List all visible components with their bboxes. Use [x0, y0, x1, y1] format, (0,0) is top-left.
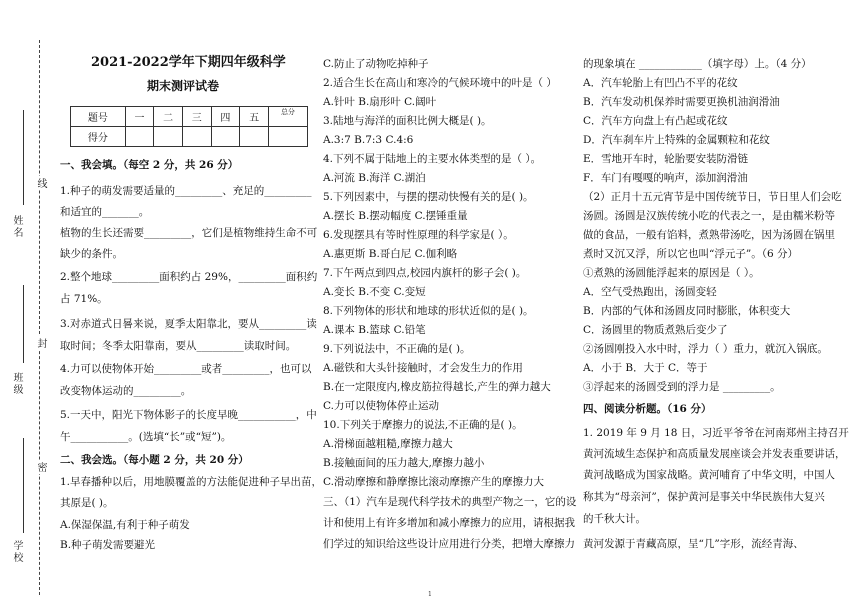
option-line: B.在一定限度内,橡皮筋拉得越长,产生的弹力越大: [323, 381, 551, 393]
school-blank-line[interactable]: [23, 438, 24, 533]
option-line: D．汽车刹车片上特殊的金属颗粒和花纹: [583, 134, 770, 146]
name-label: 姓名: [11, 215, 22, 239]
option-line: B．汽车发动机保养时需要更换机油润滑油: [583, 96, 780, 108]
question-line: 午___________。(选填“长”或“短”)。: [60, 431, 232, 443]
score-cell: 四: [211, 107, 240, 127]
question-line: ②汤圆刚投入水中时，浮力（ ）重力，就沉入锅底。: [583, 343, 828, 355]
option-line: A．汽车轮胎上有凹凸不平的花纹: [583, 77, 738, 89]
score-cell: 二: [154, 107, 183, 127]
score-input-cell[interactable]: [268, 127, 307, 147]
option-line: C.力可以使物体停止运动: [323, 400, 439, 412]
option-line: A.3:7 B.7:3 C.4:6: [323, 134, 414, 146]
question-line: 计和使用上有许多增加和减小摩擦力的应用，请根据我: [323, 517, 575, 529]
passage-line: 的千秋大计。: [583, 513, 646, 525]
question-line: 和适宜的_______。: [60, 206, 150, 218]
passage-line: 黄河战略成为国家战略。黄河哺育了中华文明，中国人: [583, 469, 835, 481]
question-line: 4.下列不属于陆地上的主要水体类型的是（ ）。: [323, 153, 542, 165]
option-line: A.滑梯面越粗糙,摩擦力越大: [323, 438, 453, 450]
score-table-header-row: [71, 107, 308, 127]
question-line: 其原是( )。: [60, 497, 114, 509]
binding-dashed-line: [39, 40, 40, 595]
seal-word-line: 线: [35, 178, 46, 188]
exam-title: 2021-2022学年下期四年级科学: [91, 55, 286, 70]
score-cell: 题号: [71, 107, 126, 127]
option-line: B.种子萌发需要避光: [60, 539, 156, 551]
question-line: 缺少的条件。: [60, 248, 123, 260]
option-line: A.惠更斯 B.哥白尼 C.伽利略: [323, 248, 458, 260]
option-line: A．小于 B．大于 C．等于: [583, 362, 708, 374]
option-line: A.变长 B.不变 C.变短: [323, 286, 426, 298]
option-line: A.针叶 B.扇形叶 C.阔叶: [323, 96, 437, 108]
question-line: 8.下列物体的形状和地球的形状近似的是( )。: [323, 305, 534, 317]
option-line: C．汽车方向盘上有凸起或花纹: [583, 115, 728, 127]
name-blank-line[interactable]: [23, 110, 24, 205]
passage-line: 称其为“母亲河”，保护黄河是事关中华民族伟大复兴: [583, 491, 825, 503]
question-line: 取时间；冬季太阳靠南，要从_________读取时间。: [60, 340, 297, 352]
class-label: 班级: [11, 372, 22, 396]
score-table: [70, 106, 308, 147]
question-line: 2.适合生长在高山和寒冷的气候环境中的叶是（ ）: [323, 77, 557, 89]
question-line: 做的食品，一般有馅料，煮熟带汤吃，因为汤圆在锅里: [583, 229, 835, 241]
option-line: E．雪地开车时，轮胎要安装防滑链: [583, 153, 749, 165]
question-line: 5.下列因素中，与摆的摆动快慢有关的是( )。: [323, 191, 534, 203]
option-line: C．汤圆里的物质煮熟后变少了: [583, 324, 728, 336]
score-cell: 得分: [71, 127, 126, 147]
question-line: 6.发现摆具有等时性原理的科学家是( ）。: [323, 229, 514, 241]
question-line: ①煮熟的汤圆能浮起来的原因是（ ）。: [583, 267, 760, 279]
school-label: 学校: [11, 540, 22, 564]
score-cell: 五: [240, 107, 269, 127]
question-line: 的现象填在 ____________（填字母）上。（4 分）: [583, 58, 812, 70]
question-line: 植物的生长还需要_________，它们是植物维持生命不可: [60, 227, 318, 239]
score-input-cell[interactable]: [211, 127, 240, 147]
question-line: 1.种子的萌发需要适量的_________、充足的_________: [60, 185, 312, 197]
option-line: B．内部的气体和汤圆皮同时膨胀，体积变大: [583, 305, 791, 317]
seal-word-seal: 封: [35, 338, 46, 348]
section-heading: 四、阅读分析题。（16 分）: [583, 403, 712, 415]
score-table-score-row: [71, 127, 308, 147]
question-line: 3.陆地与海洋的面积比例大概是( )。: [323, 115, 492, 127]
question-line: 1.早春播种以后，用地膜覆盖的方法能促进种子早出苗，: [60, 476, 323, 488]
question-line: 10.下列关于摩擦力的说法,不正确的是( )。: [323, 419, 523, 431]
question-line: 煮时又沉又浮，所以它也叫“浮元子”。（6 分）: [583, 248, 799, 260]
score-input-cell[interactable]: [182, 127, 211, 147]
section-heading: 二、我会选。（每小题 2 分，共 20 分）: [60, 454, 249, 466]
section-heading: 一、我会填。（每空 2 分，共 26 分）: [60, 159, 239, 171]
question-line: 汤圆。汤圆是汉族传统小吃的代表之一，是由糯米粉等: [583, 210, 835, 222]
passage-line: 黄河发源于青藏高原，呈“几”字形，流经青海、: [583, 538, 804, 550]
option-line: A.磁铁和大头针接触时，才会发生力的作用: [323, 362, 523, 374]
class-blank-line[interactable]: [23, 285, 24, 363]
question-line: 改变物体运动的_________。: [60, 385, 192, 397]
question-line: 9.下列说法中，不正确的是( )。: [323, 343, 471, 355]
question-line: 7.下午两点到四点,校园内旗杆的影子会( )。: [323, 267, 527, 279]
question-line: ③浮起来的汤圆受到的浮力是 _________。: [583, 381, 781, 393]
score-input-cell[interactable]: [154, 127, 183, 147]
option-line: F．车门有嘎嘎的响声，添加润滑油: [583, 172, 748, 184]
question-line: 们学过的知识给这些设计应用进行分类，把增大摩擦力: [323, 538, 575, 550]
option-line: A.摆长 B.摆动幅度 C.摆锤重量: [323, 210, 468, 222]
score-cell: 总分: [268, 107, 307, 127]
option-line: A.保湿保温,有利于种子萌发: [60, 519, 190, 531]
question-line: 4.力可以使物体开始_________或者_________，也可以: [60, 363, 312, 375]
question-line: 三、（1）汽车是现代科学技术的典型产物之一，它的设: [323, 496, 577, 508]
seal-word-secret: 密: [35, 462, 46, 472]
score-cell: 三: [182, 107, 211, 127]
option-line: C.防止了动物吃掉种子: [323, 58, 429, 70]
passage-line: 1. 2019 年 9 月 18 日，习近平爷爷在河南郑州主持召开: [583, 427, 849, 439]
option-line: A.课本 B.篮球 C.铅笔: [323, 324, 426, 336]
question-line: 3.对赤道式日晷来说，夏季太阳靠北，要从_________读: [60, 318, 317, 330]
question-line: 5.一天中，阳光下物体影子的长度早晚___________，中: [60, 409, 317, 421]
option-line: A.河流 B.海洋 C.湖泊: [323, 172, 426, 184]
question-line: 2.整个地球_________面积约占 29%，_________面积约: [60, 271, 318, 283]
question-line: 占 71%。: [60, 293, 108, 305]
score-cell: 一: [125, 107, 154, 127]
exam-subtitle: 期末测评试卷: [147, 79, 220, 93]
page-number: 1: [428, 591, 432, 598]
question-line: （2）正月十五元宵节是中国传统节日，节日里人们会吃: [583, 191, 842, 203]
option-line: B.接触面间的压力越大,摩擦力越小: [323, 457, 485, 469]
option-line: C.滑动摩擦和静摩擦比滚动摩擦产生的摩擦力大: [323, 476, 544, 488]
score-input-cell[interactable]: [125, 127, 154, 147]
option-line: A．空气受热跑出，汤圆变轻: [583, 286, 717, 298]
passage-line: 黄河流域生态保护和高质量发展座谈会并发表重要讲话，: [583, 448, 846, 460]
score-input-cell[interactable]: [240, 127, 269, 147]
